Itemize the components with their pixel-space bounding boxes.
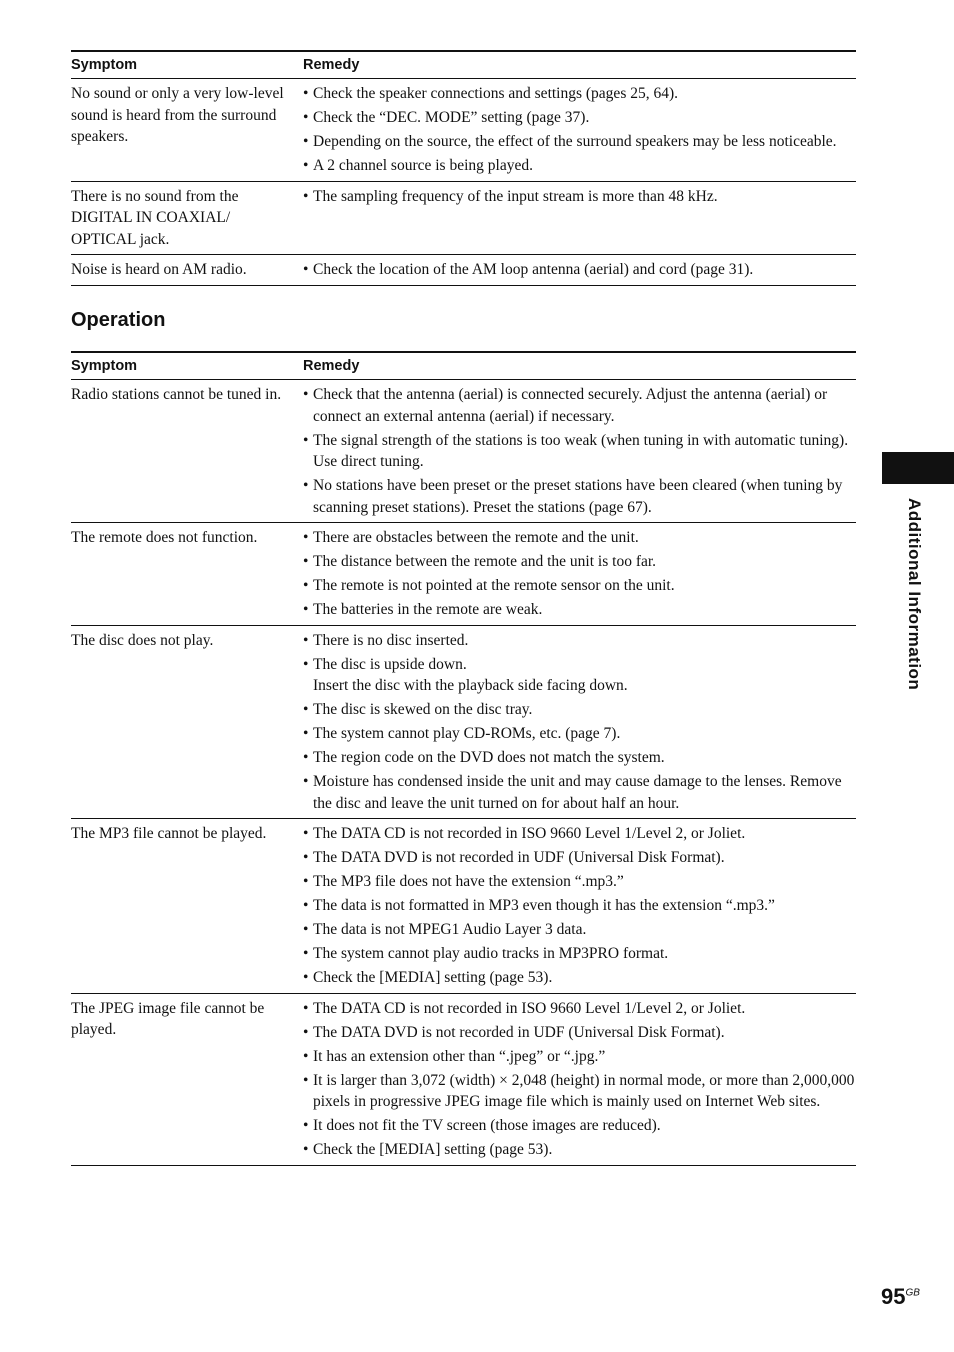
section-tab-label: Additional Information: [905, 498, 924, 691]
symptom-cell: Radio stations cannot be tuned in.: [71, 386, 282, 403]
troubleshooting-table-sound: [71, 50, 856, 286]
table-row: [71, 819, 856, 994]
table-row: [71, 626, 856, 820]
remedy-cell: [303, 527, 856, 621]
remedy-list: [303, 527, 856, 621]
remedy-item: • The signal strength of the stations is too weak (when tuning in with automatic tuning). Use direct tuning.: [303, 430, 856, 473]
remedy-item: • The MP3 file does not have the extension “.mp3.”: [303, 871, 856, 893]
table-row: [71, 523, 856, 626]
remedy-item: • The data is not formatted in MP3 even though it has the extension “.mp3.”: [303, 895, 856, 917]
remedy-item: • Check the [MEDIA] setting (page 53).: [303, 967, 856, 989]
symptom-cell: No sound or only a very low-level sound is heard from the surround speakers.: [71, 85, 284, 145]
remedy-cell: [303, 823, 856, 989]
symptom-cell: Noise is heard on AM radio.: [71, 261, 247, 278]
remedy-item: • The system cannot play CD-ROMs, etc. (page 7).: [303, 723, 856, 745]
remedy-list: [303, 630, 856, 815]
remedy-item: • The region code on the DVD does not match the system.: [303, 747, 856, 769]
table-row: [71, 380, 856, 523]
remedy-item: • The disc is skewed on the disc tray.: [303, 699, 856, 721]
remedy-item: • The distance between the remote and the unit is too far.: [303, 551, 856, 573]
remedy-cell: [303, 83, 856, 177]
remedy-item: • Check that the antenna (aerial) is connected securely. Adjust the antenna (aerial) or connect an external antenna (aerial) if necessary.: [303, 384, 856, 427]
remedy-list: [303, 998, 856, 1161]
remedy-item: • The disc is upside down. Insert the disc with the playback side facing down.: [303, 654, 856, 697]
remedy-item: • Check the “DEC. MODE” setting (page 37).: [303, 107, 856, 129]
remedy-item: • The system cannot play audio tracks in MP3PRO format.: [303, 943, 856, 965]
section-tab-marker: [882, 452, 954, 484]
remedy-cell: [303, 186, 856, 251]
symptom-header: Symptom: [71, 57, 138, 73]
remedy-item: • Check the location of the AM loop antenna (aerial) and cord (page 31).: [303, 259, 856, 281]
remedy-item: • There is no disc inserted.: [303, 630, 856, 652]
remedy-item: • The data is not MPEG1 Audio Layer 3 data.: [303, 919, 856, 941]
page-number: [881, 1284, 920, 1310]
remedy-list: [303, 83, 856, 177]
remedy-header: Remedy: [303, 358, 360, 374]
remedy-item: • The DATA CD is not recorded in ISO 9660 Level 1/Level 2, or Joliet.: [303, 998, 856, 1020]
page-number-suffix: GB: [905, 1287, 920, 1299]
table-header: [71, 351, 856, 380]
remedy-item: • The sampling frequency of the input stream is more than 48 kHz.: [303, 186, 856, 208]
remedy-item: • Depending on the source, the effect of the surround speakers may be less noticeable.: [303, 131, 856, 153]
remedy-cell: [303, 384, 856, 518]
table-row: [71, 994, 856, 1166]
symptom-cell: The JPEG image file cannot be played.: [71, 999, 265, 1038]
remedy-cell: [303, 998, 856, 1161]
table-row: [71, 182, 856, 256]
symptom-header: Symptom: [71, 358, 138, 374]
remedy-item: • There are obstacles between the remote and the unit.: [303, 527, 856, 549]
remedy-list: [303, 259, 856, 281]
table-row: [71, 255, 856, 286]
section-title-operation: Operation: [71, 309, 166, 331]
remedy-item: • The batteries in the remote are weak.: [303, 599, 856, 621]
page-number-value: 95: [881, 1284, 906, 1309]
remedy-item: • The DATA DVD is not recorded in UDF (Universal Disk Format).: [303, 847, 856, 869]
troubleshooting-table-operation: [71, 351, 856, 1166]
remedy-item: • A 2 channel source is being played.: [303, 155, 856, 177]
remedy-item: • The DATA CD is not recorded in ISO 9660 Level 1/Level 2, or Joliet.: [303, 823, 856, 845]
remedy-cell: [303, 259, 856, 281]
symptom-cell: The disc does not play.: [71, 631, 214, 649]
remedy-list: [303, 823, 856, 989]
table-row: [71, 79, 856, 182]
remedy-list: [303, 186, 856, 208]
remedy-list: [303, 384, 856, 518]
symptom-cell: There is no sound from the DIGITAL IN COAXIAL/ OPTICAL jack.: [71, 187, 239, 248]
symptom-cell: The MP3 file cannot be played.: [71, 825, 267, 842]
remedy-item: • The DATA DVD is not recorded in UDF (Universal Disk Format).: [303, 1022, 856, 1044]
remedy-item: • Check the [MEDIA] setting (page 53).: [303, 1139, 856, 1161]
table-header: [71, 50, 856, 79]
remedy-item: • It does not fit the TV screen (those images are reduced).: [303, 1115, 856, 1137]
symptom-cell: The remote does not function.: [71, 529, 258, 546]
remedy-item: • The remote is not pointed at the remote sensor on the unit.: [303, 575, 856, 597]
remedy-item: • It has an extension other than “.jpeg” or “.jpg.”: [303, 1046, 856, 1068]
remedy-item: • It is larger than 3,072 (width) × 2,048 (height) in normal mode, or more than 2,000,000 pixels in progressive JPEG image file which is mainly used on Internet Web sites.: [303, 1070, 856, 1113]
remedy-header: Remedy: [303, 57, 360, 73]
remedy-item: • No stations have been preset or the preset stations have been cleared (when tuning by scanning preset stations). Preset the stations (page 67).: [303, 475, 856, 518]
remedy-cell: [303, 630, 856, 815]
remedy-item: • Check the speaker connections and settings (pages 25, 64).: [303, 83, 856, 105]
remedy-item: • Moisture has condensed inside the unit and may cause damage to the lenses. Remove the disc and leave the unit turned on for about half an hour.: [303, 771, 856, 814]
